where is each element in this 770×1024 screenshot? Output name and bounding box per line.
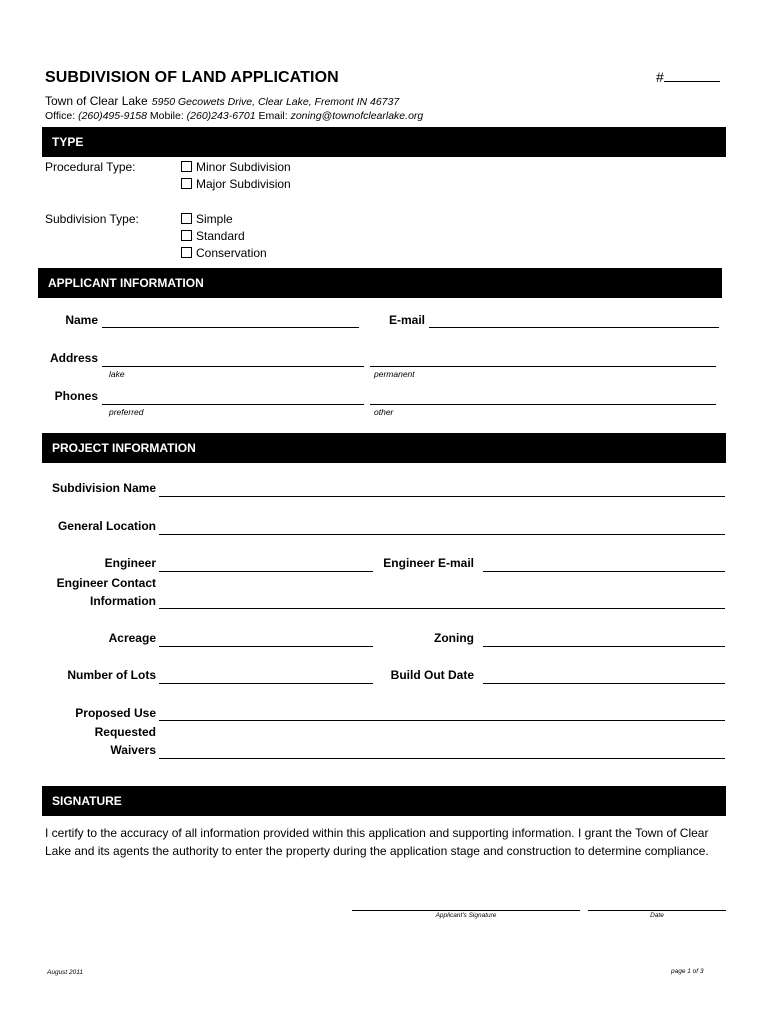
- office-phone: (260)495-9158: [78, 110, 147, 122]
- applicant-email-field[interactable]: [429, 327, 719, 328]
- checkbox-major-subdivision[interactable]: [181, 177, 291, 191]
- form-number-field[interactable]: [664, 69, 720, 82]
- general-location-field[interactable]: [159, 534, 725, 535]
- build-out-date-label: Build Out Date: [390, 668, 474, 682]
- applicant-signature-field[interactable]: [352, 910, 580, 911]
- checkbox-minor-subdivision[interactable]: [181, 160, 291, 174]
- checkbox-standard[interactable]: [181, 229, 245, 243]
- checkbox-icon: [181, 161, 192, 172]
- footer-page-number: page 1 of 3: [671, 968, 704, 975]
- checkbox-icon: [181, 247, 192, 258]
- applicant-address-label: Address: [49, 351, 98, 365]
- form-number: [656, 69, 720, 85]
- engineer-contact-field[interactable]: [159, 608, 725, 609]
- zoning-label: Zoning: [434, 631, 474, 645]
- town-line: [45, 94, 399, 108]
- contact-email: zoning@townofclearlake.org: [290, 110, 424, 122]
- requested-waivers-label-line2: Waivers: [110, 743, 156, 757]
- checkbox-label: Major Subdivision: [196, 177, 291, 191]
- engineer-contact-label-line2: Information: [90, 594, 156, 608]
- signature-date-field[interactable]: [588, 910, 726, 911]
- applicant-name-label: Name: [65, 313, 98, 327]
- checkbox-icon: [181, 213, 192, 224]
- checkbox-label: Minor Subdivision: [196, 160, 291, 174]
- project-section-header: PROJECT INFORMATION: [42, 433, 726, 463]
- phone-other-field[interactable]: [370, 404, 716, 405]
- applicant-name-field[interactable]: [102, 327, 359, 328]
- address-lake-caption: lake: [109, 369, 125, 379]
- checkbox-simple[interactable]: [181, 212, 233, 226]
- zoning-field[interactable]: [483, 646, 725, 647]
- checkbox-label: Simple: [196, 212, 233, 226]
- address-permanent-caption: permanent: [374, 369, 415, 379]
- subdivision-type-label: Subdivision Type:: [45, 212, 139, 226]
- signature-date-caption: Date: [650, 912, 664, 919]
- proposed-use-label: Proposed Use: [75, 706, 156, 720]
- phone-preferred-caption: preferred: [109, 407, 144, 417]
- acreage-label: Acreage: [108, 631, 156, 645]
- checkbox-icon: [181, 178, 192, 189]
- applicant-signature-caption: Applicant's Signature: [435, 912, 497, 919]
- phone-other-caption: other: [374, 407, 394, 417]
- email-label: Email:: [258, 110, 288, 122]
- applicant-section-header: APPLICANT INFORMATION: [38, 268, 722, 298]
- checkbox-conservation[interactable]: [181, 246, 267, 260]
- proposed-use-field[interactable]: [159, 720, 725, 721]
- mobile-phone: (260)243-6701: [186, 110, 256, 122]
- requested-waivers-field[interactable]: [159, 758, 725, 759]
- applicant-phones-label: Phones: [54, 389, 98, 403]
- phone-preferred-field[interactable]: [102, 404, 364, 405]
- page-title: SUBDIVISION OF LAND APPLICATION: [45, 69, 339, 86]
- engineer-email-label: Engineer E-mail: [383, 556, 474, 570]
- checkbox-label: Standard: [196, 229, 245, 243]
- number-of-lots-field[interactable]: [159, 683, 373, 684]
- subdivision-name-field[interactable]: [159, 496, 725, 497]
- requested-waivers-label-line1: Requested: [94, 725, 156, 739]
- town-name: Town of Clear Lake: [45, 94, 148, 108]
- form-number-label: #: [656, 69, 664, 85]
- engineer-label: Engineer: [104, 556, 156, 570]
- address-lake-field[interactable]: [102, 366, 364, 367]
- office-label: Office:: [45, 110, 76, 122]
- engineer-contact-label-line1: Engineer Contact: [56, 576, 156, 590]
- engineer-field[interactable]: [159, 571, 373, 572]
- contact-line: [45, 110, 423, 122]
- town-address: 5950 Gecowets Drive, Clear Lake, Fremont IN 46737: [151, 96, 400, 108]
- type-section-header: TYPE: [42, 127, 726, 157]
- acreage-field[interactable]: [159, 646, 373, 647]
- applicant-email-label: E-mail: [388, 313, 425, 327]
- address-permanent-field[interactable]: [370, 366, 716, 367]
- procedural-type-label: Procedural Type:: [45, 160, 136, 174]
- mobile-label: Mobile:: [149, 110, 184, 122]
- engineer-email-field[interactable]: [483, 571, 725, 572]
- signature-section-header: SIGNATURE: [42, 786, 726, 816]
- general-location-label: General Location: [57, 519, 156, 533]
- checkbox-label: Conservation: [196, 246, 267, 260]
- checkbox-icon: [181, 230, 192, 241]
- footer-date: August 2011: [47, 969, 84, 976]
- certification-text: I certify to the accuracy of all information provided within this application and supporting information. I grant the Town of Clear Lake and its agents the authority to enter the property during the application stage and construction to determine compliance.: [45, 826, 709, 858]
- subdivision-name-label: Subdivision Name: [51, 481, 156, 495]
- build-out-date-field[interactable]: [483, 683, 725, 684]
- number-of-lots-label: Number of Lots: [67, 668, 156, 682]
